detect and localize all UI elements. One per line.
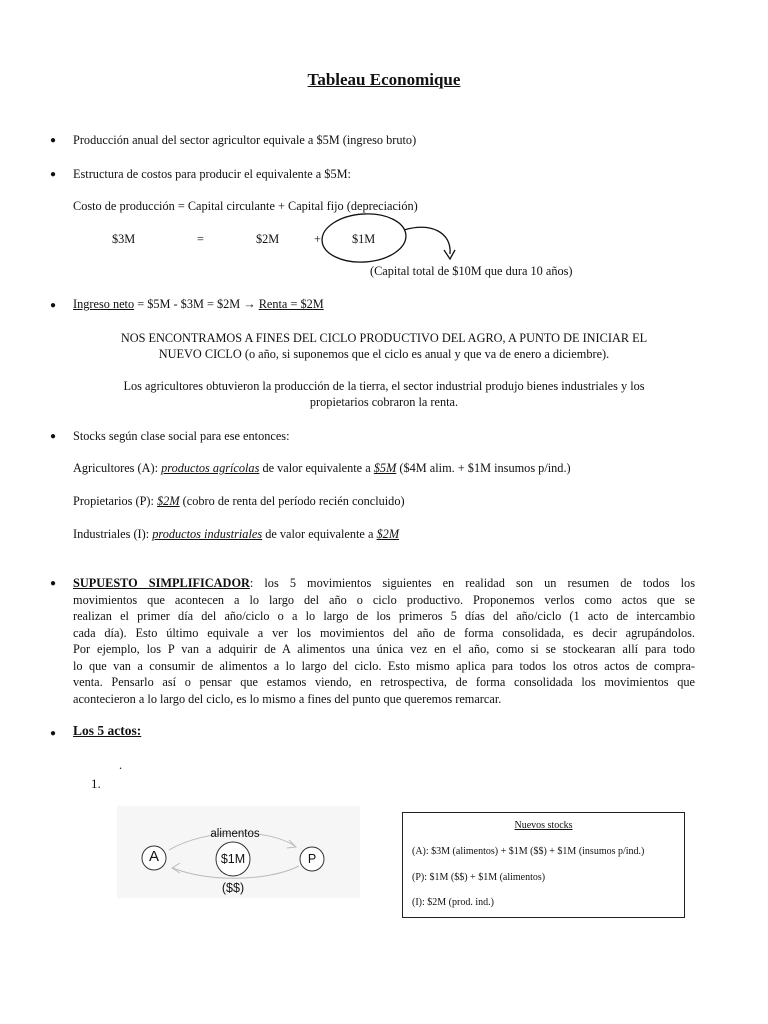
cost-equation-text: Costo de producción = Capital circulante + Capital fijo (depreciación) [73, 199, 418, 213]
diagram-amount: $1M [220, 852, 246, 866]
nuevos-stocks-i: (I): $2M (prod. ind.) [412, 897, 494, 908]
stocks-i-mid: de valor equivalente a [262, 527, 377, 541]
capital-note: (Capital total de $10M que dura 10 años) [370, 264, 573, 278]
acto-number: 1. [91, 776, 101, 791]
diagram-node-p: P [307, 852, 317, 866]
stocks-propietarios [73, 493, 405, 510]
arrow-right-icon: → [243, 297, 256, 311]
bullet-ingreso-neto [73, 296, 324, 313]
supuesto-line: lo que van a consumir de alimentos a lo largo del ciclo. Esto mismo aplica para todos los otros actos de compra- [73, 658, 695, 673]
cycle-line-1: NOS ENCONTRAMOS A FINES DEL CICLO PRODUCTIVO DEL AGRO, A PUNTO DE INICIAR EL [120, 331, 648, 345]
stocks-a-value: $5M [373, 461, 397, 475]
stocks-p-value: $2M [157, 494, 180, 508]
nuevos-stocks-title: Nuevos stocks [514, 820, 573, 831]
supuesto-line: cada día). Esto último equivale a ver los movimientos del año de forma consolidada, es decir agrupándolos. [73, 625, 695, 640]
bullet-produccion: Producción anual del sector agricultor equivale a $5M (ingreso bruto) [73, 133, 417, 147]
nuevos-stocks-box [402, 812, 685, 918]
supuesto-line: venta. Pensarlo así o pensar que estamos viendo, en retrospectiva, de forma consolidada los movimientos que [73, 675, 695, 689]
stocks-p-note: (cobro de renta del período recién concluido) [179, 494, 405, 508]
stocks-industriales [73, 526, 399, 543]
diagram-label-bottom: ($$) [221, 881, 245, 895]
stocks-a-mid: de valor equivalente a [259, 461, 374, 475]
actos-dot: . [119, 758, 123, 772]
diagram-label-top: alimentos [210, 828, 260, 840]
eq-value-c: $1M [352, 232, 376, 246]
eq-plus: + [314, 232, 321, 246]
cycle-line-2: NUEVO CICLO (o año, si suponemos que el ciclo es anual y que va de enero a diciembre). [158, 347, 610, 361]
supuesto-paragraph [73, 575, 695, 707]
stocks-a-products: productos agrícolas [161, 461, 260, 475]
actos-heading: Los 5 actos: [73, 723, 142, 738]
supuesto-line: acontecieron a lo largo del ciclo, es lo mismo a fines del punto que queremos remarcar. [73, 691, 502, 706]
supuesto-label: SUPUESTO SIMPLIFICADOR [73, 576, 250, 590]
supuesto-line: Por ejemplo, los P van a adquirir de A alimentos una única vez en el año, como si se stockearan allí para todo [73, 642, 695, 656]
eq-sign: = [197, 232, 204, 246]
stocks-i-products: productos industriales [152, 527, 263, 541]
supuesto-line: movimientos que acontecen a lo largo del año o ciclo productivo. Proponemos verlos como actos que se [73, 592, 695, 607]
ingreso-neto-formula: = $5M - $3M = $2M [134, 297, 244, 311]
supuesto-line: : los 5 movimientos siguientes en realidad son un resumen de todos los [249, 576, 695, 590]
stocks-intro: Stocks según clase social para ese entonces: [73, 429, 290, 443]
bullet-marker: ● [50, 300, 57, 311]
stocks-i-label: Industriales (I): [73, 527, 153, 541]
bullet-marker: ● [50, 135, 57, 146]
stocks-agricultores [73, 460, 571, 477]
stocks-p-label: Propietarios (P): [73, 494, 158, 508]
ingreso-neto-label: Ingreso neto [73, 297, 135, 311]
eq-value-a: $3M [112, 232, 136, 246]
stocks-a-breakdown: ($4M alim. + $1M insumos p/ind.) [396, 461, 571, 475]
stocks-a-label: Agricultores (A): [73, 461, 162, 475]
stocks-i-value: $2M [376, 527, 400, 541]
nuevos-stocks-p: (P): $1M ($$) + $1M (alimentos) [412, 872, 546, 883]
page-title: Tableau Economique [307, 70, 461, 89]
eq-value-b: $2M [256, 232, 280, 246]
nuevos-stocks-a: (A): $3M (alimentos) + $1M ($$) + $1M (insumos p/ind.) [412, 846, 645, 857]
bullet-marker: ● [50, 578, 57, 589]
diagram-node-a: A [148, 848, 159, 865]
supuesto-line: realizan el primer día del año/ciclo o a lo largo de los primeros 5 días del año/ciclo (1 acto de intercambio [73, 609, 695, 623]
cycle-line-4: propietarios cobraron la renta. [309, 395, 459, 409]
bullet-estructura: Estructura de costos para producir el equivalente a $5M: [73, 167, 351, 181]
bullet-marker: ● [50, 431, 57, 442]
cycle-line-3: Los agricultores obtuvieron la producción de la tierra, el sector industrial produjo bienes industriales y los [123, 379, 645, 393]
bullet-marker: ● [50, 169, 57, 180]
renta-value: Renta = $2M [258, 297, 324, 311]
bullet-marker: ● [50, 728, 57, 739]
